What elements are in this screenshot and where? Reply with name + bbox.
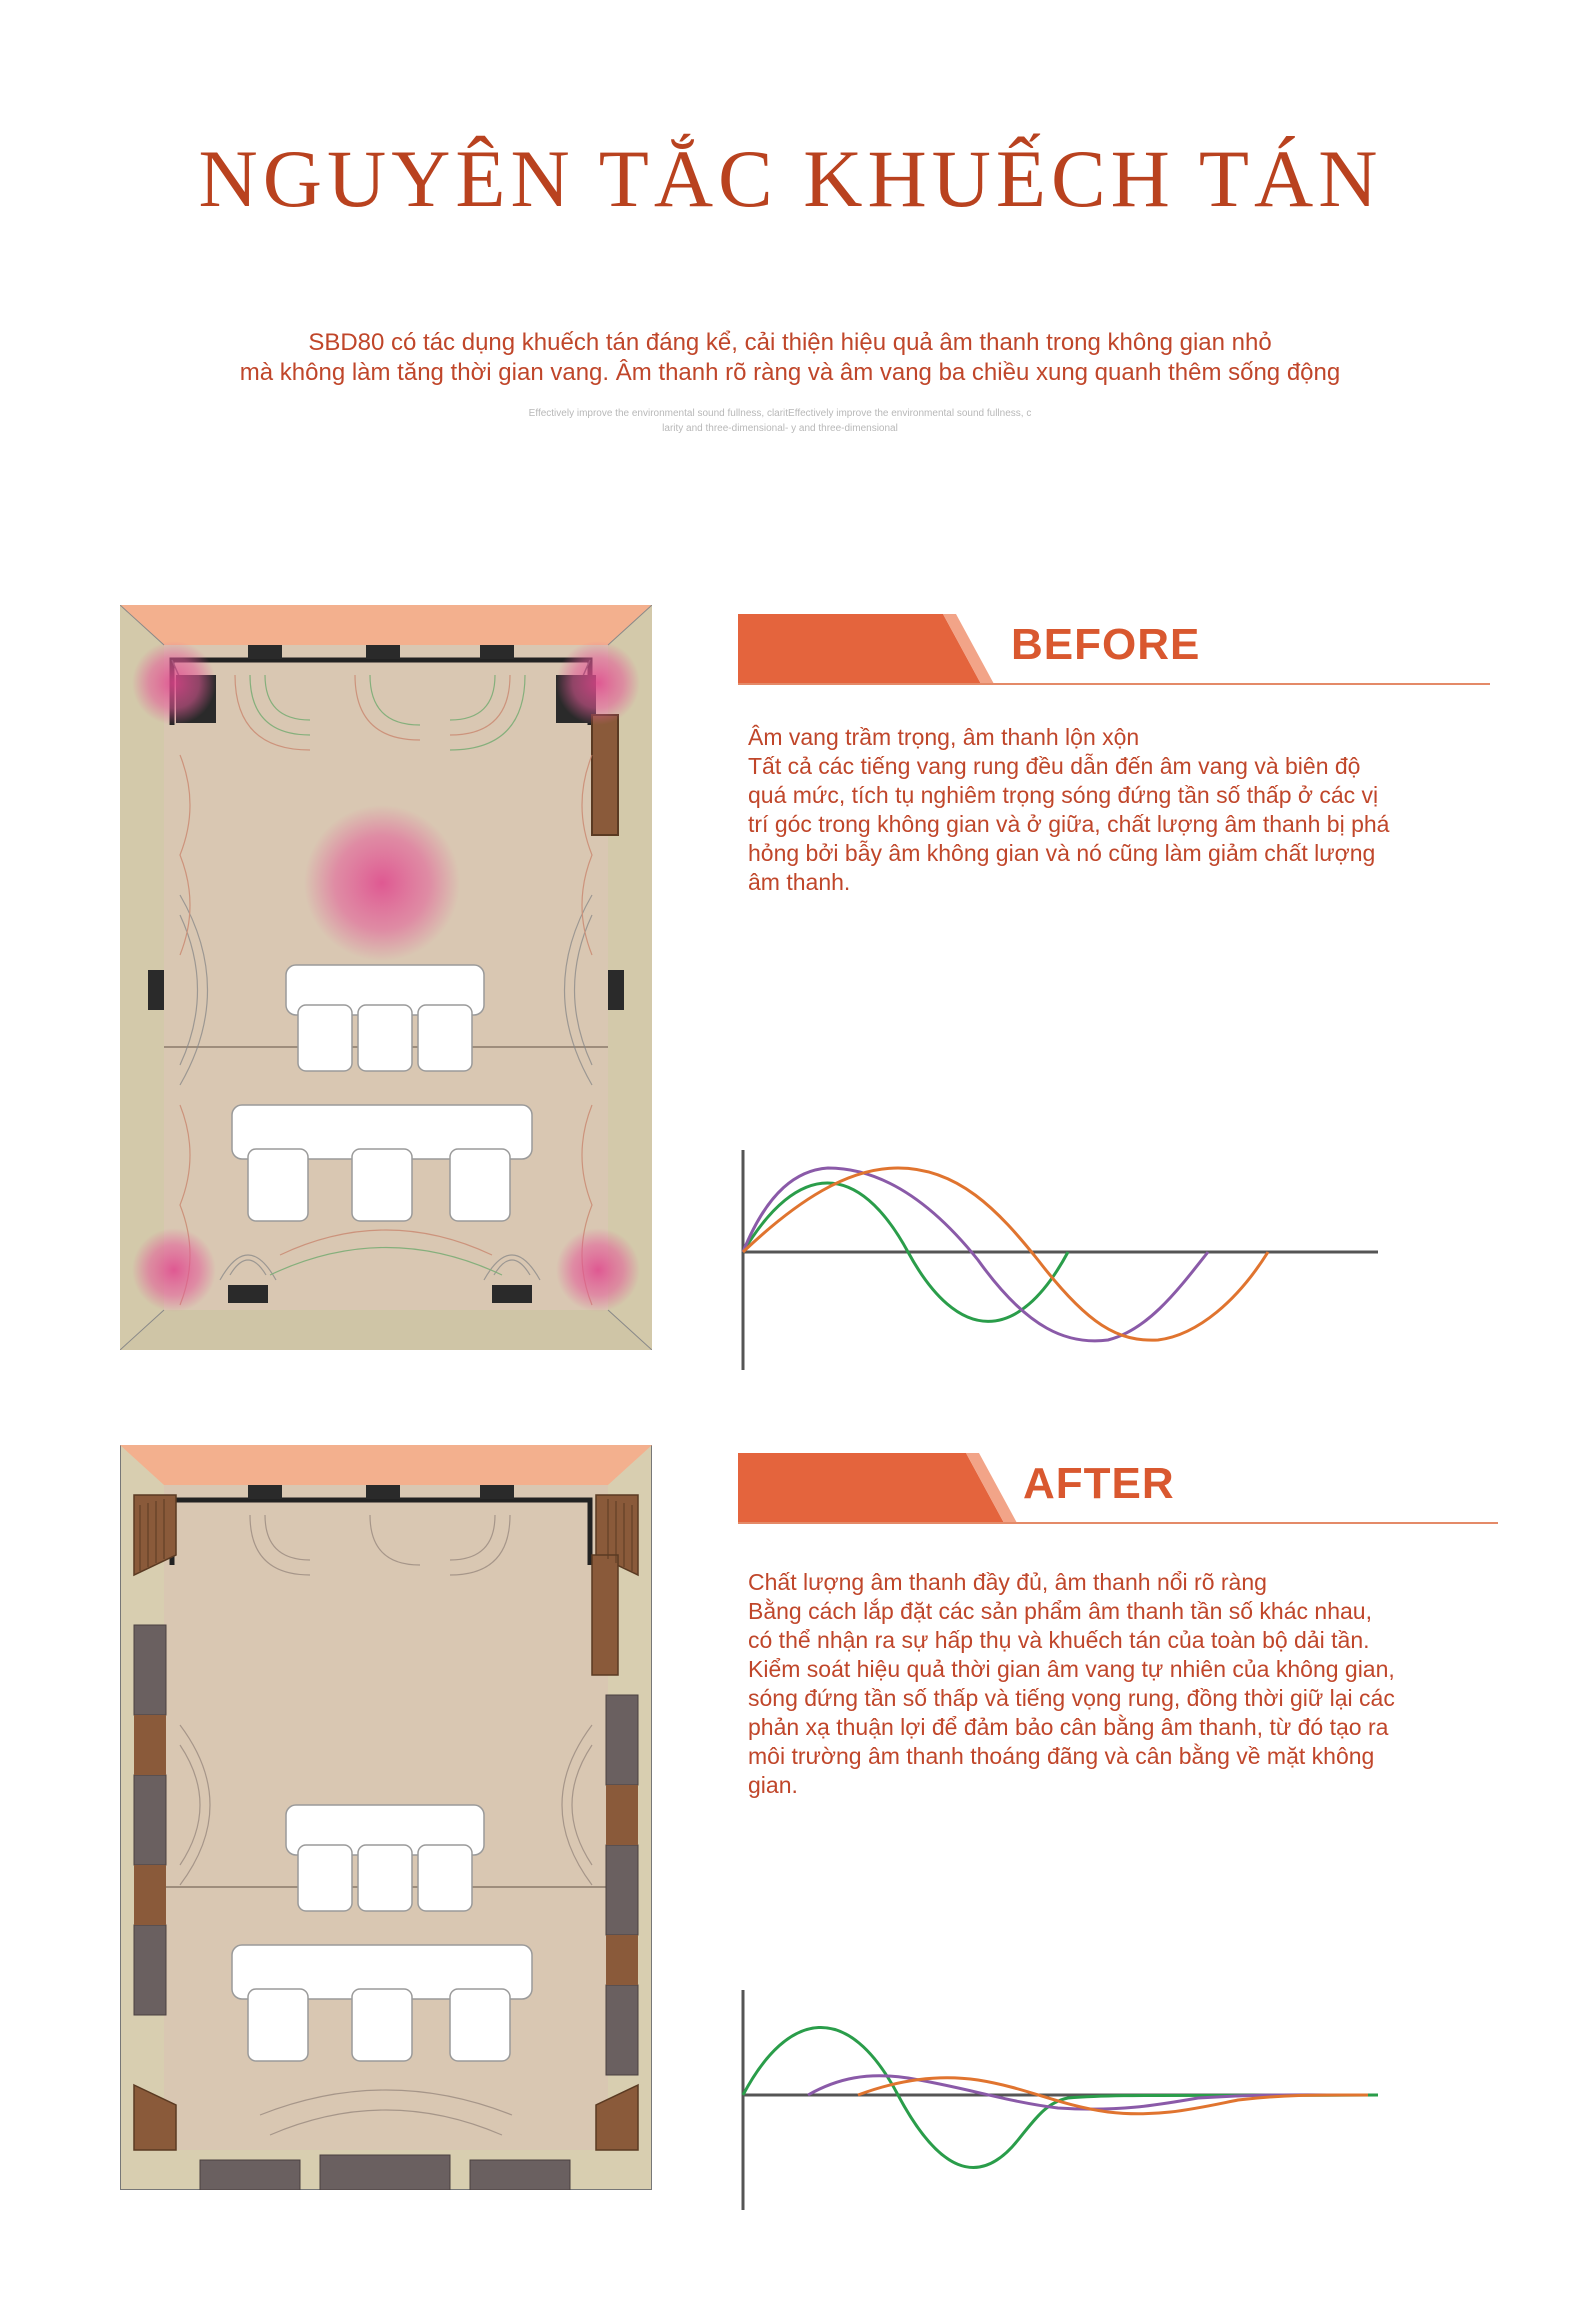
room-after-illustration xyxy=(120,1445,652,2190)
page-title: NGUYÊN TẮC KHUẾCH TÁN xyxy=(198,133,1383,224)
intro-line-2: mà không làm tăng thời gian vang. Âm thanh rõ ràng và âm vang ba chiều xung quanh thêm sống động xyxy=(239,359,1341,386)
after-line: sóng đứng tần số thấp và tiếng vọng rung, đồng thời giữ lại các xyxy=(748,1685,1395,1711)
after-description xyxy=(748,1568,1548,1800)
after-label: AFTER xyxy=(1023,1459,1175,1508)
fine-line-2: larity and three-dimensional- y and three-dimensional xyxy=(662,423,898,434)
before-label: BEFORE xyxy=(1011,620,1201,669)
before-heading: Âm vang trầm trọng, âm thanh lộn xộn xyxy=(748,724,1140,750)
fine-print xyxy=(410,406,1150,436)
after-line: gian. xyxy=(748,1772,798,1798)
before-wave-diagram xyxy=(738,1150,1388,1370)
after-line: Bằng cách lắp đặt các sản phẩm âm thanh tần số khác nhau, xyxy=(748,1598,1372,1624)
after-wave-diagram xyxy=(738,1990,1388,2210)
after-line: Kiểm soát hiệu quả thời gian âm vang tự nhiên của không gian, xyxy=(748,1656,1395,1682)
before-banner xyxy=(738,606,1498,686)
intro-text xyxy=(90,328,1490,388)
before-line: Tất cả các tiếng vang rung đều dẫn đến âm vang và biên độ xyxy=(748,753,1361,779)
fine-line-1: Effectively improve the environmental sound fullness, claritEffectively improve the environmental sound fullness, c xyxy=(528,408,1032,419)
after-line: phản xạ thuận lợi để đảm bảo cân bằng âm thanh, từ đó tạo ra xyxy=(748,1714,1389,1740)
intro-line-1: SBD80 có tác dụng khuếch tán đáng kể, cải thiện hiệu quả âm thanh trong không gian nhỏ xyxy=(308,329,1272,356)
after-banner xyxy=(738,1445,1498,1525)
before-line: hỏng bởi bẫy âm không gian và nó cũng làm giảm chất lượng xyxy=(748,840,1376,866)
room-before-illustration xyxy=(120,605,652,1350)
after-heading: Chất lượng âm thanh đầy đủ, âm thanh nổi rõ ràng xyxy=(748,1569,1267,1595)
after-line: có thể nhận ra sự hấp thụ và khuếch tán của toàn bộ dải tần. xyxy=(748,1627,1370,1653)
after-line: môi trường âm thanh thoáng đãng và cân bằng về mặt không xyxy=(748,1743,1375,1769)
before-description xyxy=(748,723,1548,897)
before-line: trí góc trong không gian và ở giữa, chất lượng âm thanh bị phá xyxy=(748,811,1390,837)
before-line: quá mức, tích tụ nghiêm trọng sóng đứng tần số thấp ở các vị xyxy=(748,782,1379,808)
before-line: âm thanh. xyxy=(748,869,851,895)
wave-orange xyxy=(743,1168,1268,1340)
